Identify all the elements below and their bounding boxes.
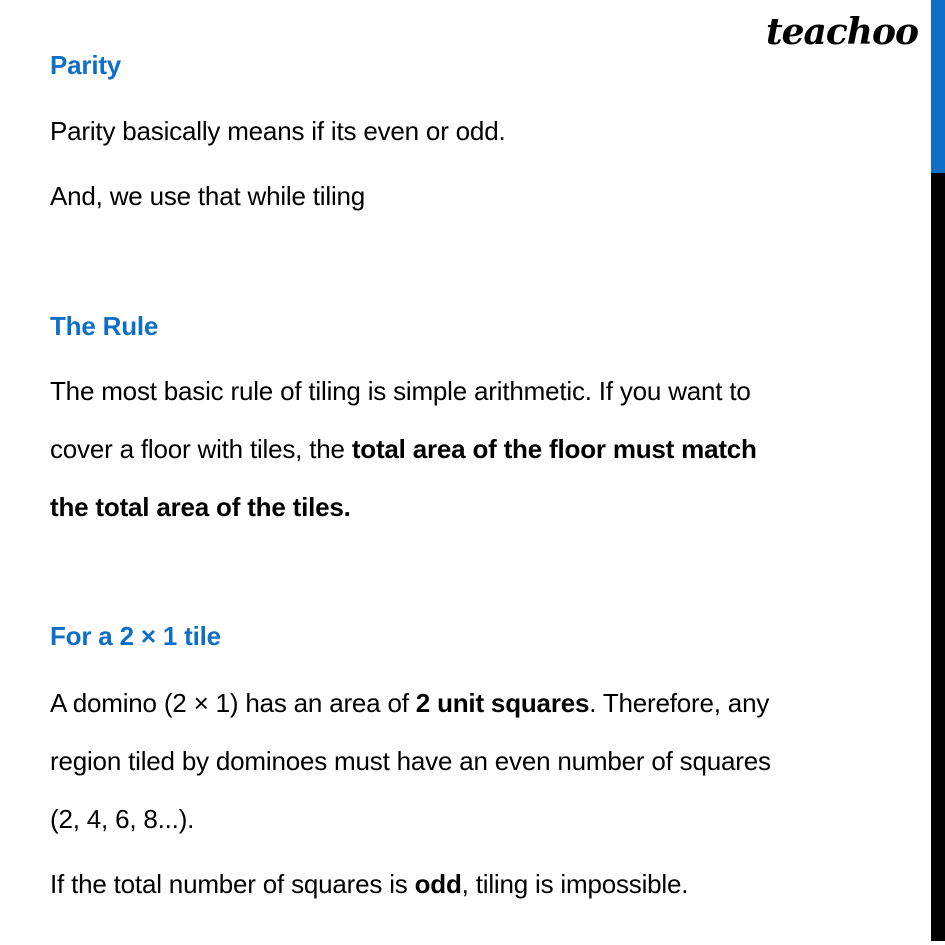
rule-emphasis-2: the total area of the tiles. (50, 492, 351, 522)
heading-the-rule: The Rule (50, 311, 159, 341)
heading-2x1-tile: For a 2 × 1 tile (50, 621, 221, 651)
tile-line-1-prefix: A domino (2 × 1) has an area of (50, 688, 416, 718)
side-accent-bar-black (931, 173, 945, 941)
heading-parity: Parity (50, 50, 122, 80)
parity-definition: Parity basically means if its even or odd. (50, 116, 506, 146)
tile-line-4 (50, 869, 688, 899)
parity-usage: And, we use that while tiling (50, 181, 366, 211)
tile-line-1 (50, 688, 769, 718)
tile-line-1-suffix: . Therefore, any (589, 688, 770, 718)
teachoo-logo: teachoo (766, 11, 918, 53)
tile-emphasis-unit-squares: 2 unit squares (415, 688, 590, 718)
rule-emphasis-1: total area of the floor must match (351, 434, 757, 464)
side-accent-bar-blue (931, 0, 945, 173)
tile-line-3: (2, 4, 6, 8...). (50, 804, 195, 834)
tile-line-4-prefix: If the total number of squares is (50, 869, 415, 899)
tile-emphasis-odd: odd (414, 869, 462, 899)
tile-line-2: region tiled by dominoes must have an even number of squares (50, 746, 771, 776)
tile-line-4-suffix: , tiling is impossible. (461, 869, 689, 899)
rule-line-2-text: cover a floor with tiles, the (50, 434, 352, 464)
rule-line-2 (50, 434, 757, 464)
rule-line-1: The most basic rule of tiling is simple arithmetic. If you want to (50, 376, 751, 406)
rule-line-3 (50, 492, 351, 522)
